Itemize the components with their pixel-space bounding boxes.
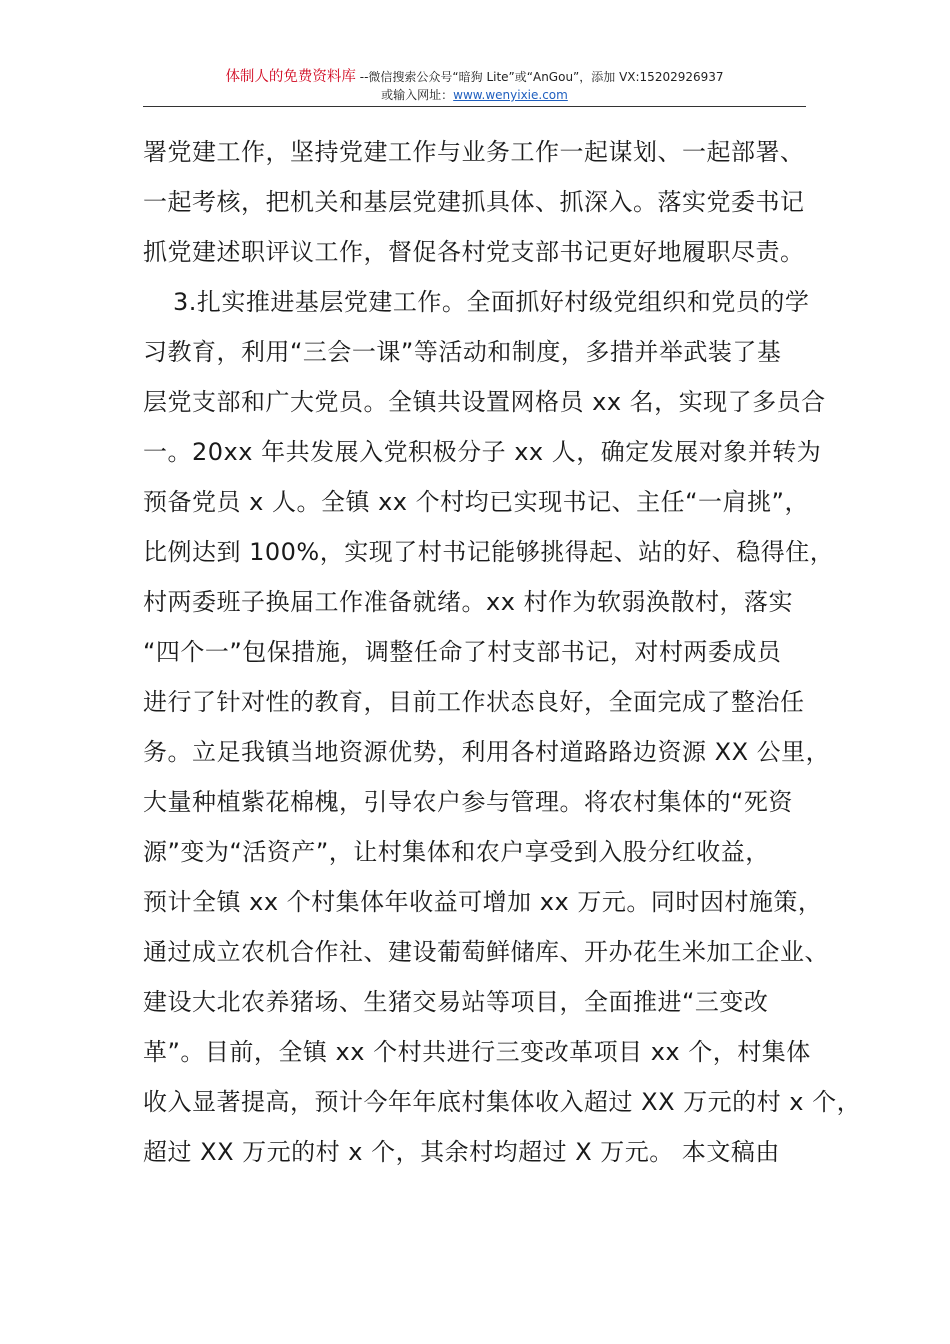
body-line: 村两委班子换届工作准备就绪。xx 村作为软弱涣散村，落实 [143,588,794,616]
body-line: 一。20xx 年共发展入党积极分子 xx 人，确定发展对象并转为 [143,438,822,466]
document-body [143,127,862,1177]
body-line: 通过成立农机合作社、建设葡萄鲜储库、开办花生米加工企业、 [143,938,829,966]
header-line-1 [143,68,806,86]
body-line: 进行了针对性的教育，目前工作状态良好，全面完成了整治任 [143,688,805,716]
body-line: 比例达到 100%，实现了村书记能够挑得起、站的好、稳得住， [143,538,835,566]
body-line: 署党建工作，坚持党建工作与业务工作一起谋划、一起部署、 [143,138,805,166]
body-line: 抓党建述职评议工作，督促各村党支部书记更好地履职尽责。 [143,238,805,266]
body-line: “四个一”包保措施，调整任命了村支部书记，对村两委成员 [143,638,782,666]
body-line: 革”。目前，全镇 xx 个村共进行三变改革项目 xx 个，村集体 [143,1038,811,1066]
body-line: 习教育，利用“三会一课”等活动和制度，多措并举武装了基 [143,338,782,366]
header-brand: 体制人的免费资料库 [225,69,356,85]
header-url-link[interactable]: www.wenyixie.com [453,88,568,102]
body-line: 超过 XX 万元的村 x 个，其余村均超过 X 万元。 本文稿由 [143,1138,780,1166]
body-line: 层党支部和广大党员。全镇共设置网格员 xx 名，实现了多员合 [143,388,826,416]
header-contact-info: --微信搜索公众号“暗狗 Lite”或“AnGou”，添加 VX:15202926937 [355,70,724,84]
body-line: 源”变为“活资产”，让村集体和农户享受到入股分红收益， [143,838,770,866]
body-line: 一起考核，把机关和基层党建抓具体、抓深入。落实党委书记 [143,188,805,216]
page-header [143,68,806,104]
header-url-prefix: 或输入网址： [381,88,454,102]
header-divider [143,106,806,107]
body-line: 预备党员 x 人。全镇 xx 个村均已实现书记、主任“一肩挑”， [143,488,809,516]
body-line: 预计全镇 xx 个村集体年收益可增加 xx 万元。同时因村施策， [143,888,823,916]
header-line-2 [143,86,806,104]
body-line: 收入显著提高，预计今年年底村集体收入超过 XX 万元的村 x 个， [143,1088,862,1116]
body-line-section-heading: 3.扎实推进基层党建工作。全面抓好村级党组织和党员的学 [173,288,810,316]
body-line: 建设大北农养猪场、生猪交易站等项目，全面推进“三变改 [143,988,769,1016]
body-line: 务。立足我镇当地资源优势，利用各村道路路边资源 XX 公里， [143,738,831,766]
body-line: 大量种植紫花棉槐，引导农户参与管理。将农村集体的“死资 [143,788,793,816]
